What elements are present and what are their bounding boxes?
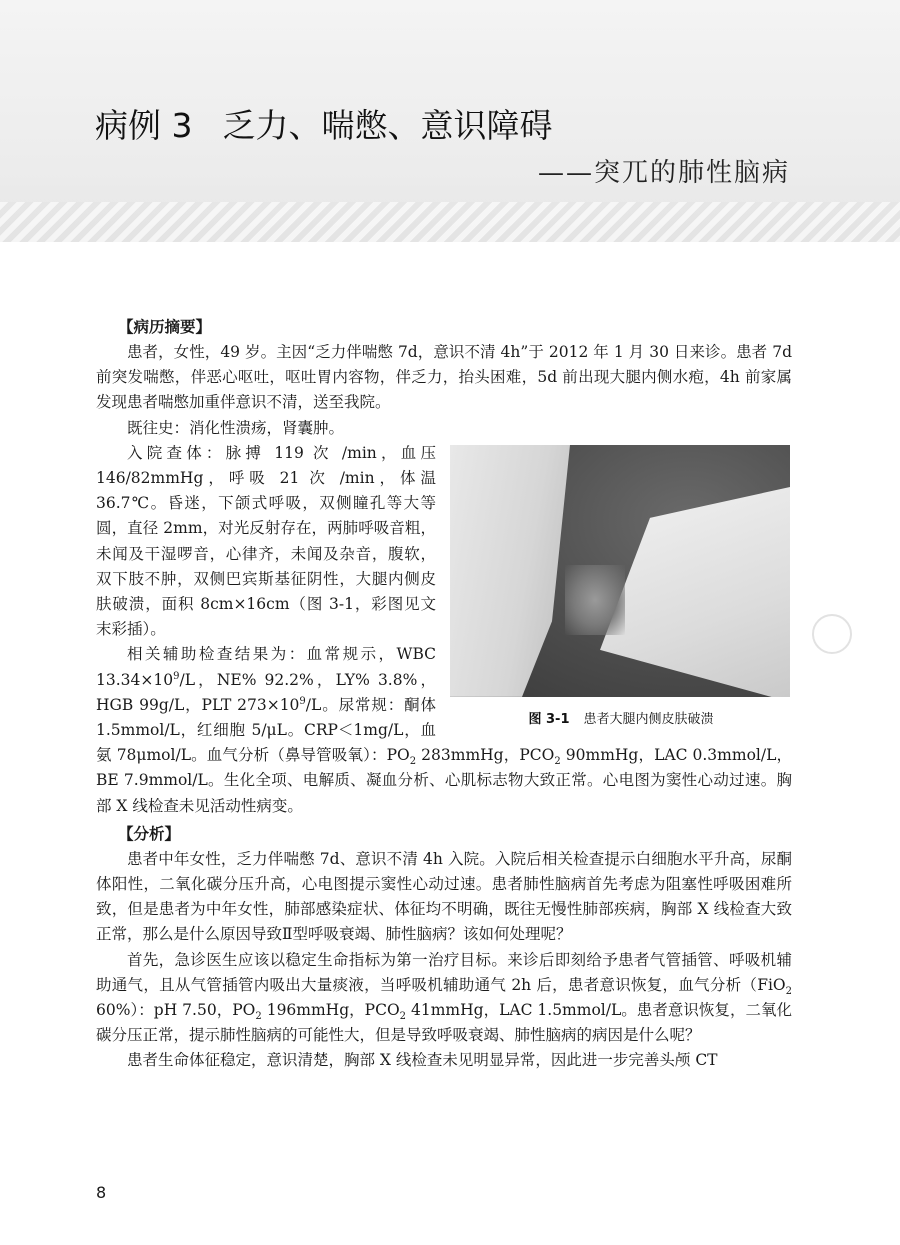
treatment-text: 首先，急诊医生应该以稳定生命指标为第一治疗目标。来诊后即刻给予患者气管插管、呼吸机辅助通气，且从气管插管内吸出大量痰液，当呼吸机辅助通气 2h 后，患者意识恢复，血气分析（FiO: [96, 950, 792, 994]
lab-text: 90mmHg，LAC 0.3mmol/L，BE 7.9mmol/L。生化全项、电解质、凝血分析、心肌标志物大致正常。心电图为窦性心动过速。胸部 X 线检查未见活动性病变。: [96, 746, 793, 815]
article-body: [96, 312, 792, 1074]
photo-pad-area: [600, 485, 790, 697]
figure-caption: [450, 707, 792, 732]
lab-text: /L，NE% 92.2%，LY% 3.8%，HGB 99g/L，PLT 273×10: [96, 670, 436, 714]
chapter-title: [95, 100, 553, 147]
treatment-text: 60%）：pH 7.50，PO: [96, 1001, 256, 1020]
photo-wound-area: [565, 565, 625, 635]
figure-3-1: [450, 445, 792, 732]
section-heading-analysis: 【分析】: [118, 824, 181, 843]
chapter-number: 病例 3: [95, 106, 193, 145]
figure-caption-text: 患者大腿内侧皮肤破溃: [583, 711, 714, 727]
subscript: 2: [554, 756, 561, 768]
paragraph-past-history: 既往史：消化性溃疡，肾囊肿。: [127, 418, 345, 437]
chapter-subtitle: ——突兀的肺性脑病: [537, 158, 790, 188]
page-number: 8: [96, 1183, 107, 1202]
paragraph-followup: 患者生命体征稳定，意识清楚，胸部 X 线检查未见明显异常，因此进一步完善头颅 CT: [127, 1051, 718, 1070]
superscript: 9: [299, 695, 306, 707]
paragraph-chief-complaint: 患者，女性，49 岁。主因“乏力伴喘憋 7d，意识不清 4h”于 2012 年 1 月 30 日来诊。患者 7d 前突发喘憋，伴恶心呕吐，呕吐胃内容物，伴乏力，抬头困难，5d 前出现大腿内侧水疱，4h 前家属发现患者喘憋加重伴意识不清，送至我院。: [96, 343, 792, 412]
subscript: 2: [409, 756, 417, 768]
lab-text: 283mmHg，PCO: [416, 746, 555, 765]
figure-number: 图 3-1: [528, 711, 570, 727]
lab-text: 相关辅助检查结果为：血常规示，WBC 13.34×10: [96, 645, 436, 689]
subscript: 2: [785, 985, 792, 997]
photo-cloth-area: [450, 445, 570, 697]
paragraph-physical-exam: 入院查体：脉搏 119 次 /min，血压 146/82mmHg，呼吸 21 次 /min，体温 36.7℃。昏迷，下颌式呼吸，双侧瞳孔等大等圆，直径 2mm，对光反射存在，两肺呼吸音粗，未闻及干湿啰音，心律齐，未闻及杂音，腹软，双下肢不肿，双侧巴宾斯基征阴性，大腿内侧皮肤破溃，面积 8cm×16cm（图 3-1，彩图见文末彩插）。: [96, 443, 436, 639]
subscript: 2: [399, 1011, 407, 1023]
treatment-text: 196mmHg，PCO: [261, 1001, 400, 1020]
lab-text: /L。尿常规：酮体 1.5mmol/L，红细胞 5/μL。CRP＜1mg/L，血氨 78μmol/L。血气分析（鼻导管吸氧）：PO: [96, 695, 436, 765]
paragraph-analysis: 患者中年女性，乏力伴喘憋 7d、意识不清 4h 入院。入院后相关检查提示白细胞水平升高，尿酮体阳性，二氧化碳分压升高，心电图提示窦性心动过速。患者肺性脑病首先考虑为阻塞性呼吸困难所致，但是患者为中年女性，肺部感染症状、体征均不明确，既往无慢性肺部疾病，胸部 X 线检查大致正常，那么是什么原因导致Ⅱ型呼吸衰竭、肺性脑病？该如何处理呢？: [96, 849, 792, 944]
treatment-text: 41mmHg，LAC 1.5mmol/L。患者意识恢复，二氧化碳分压正常，提示肺性脑病的可能性大，但是导致呼吸衰竭、肺性脑病的病因是什么呢？: [96, 1001, 793, 1045]
subscript: 2: [255, 1011, 262, 1023]
superscript: 9: [173, 670, 180, 682]
decorative-circle-icon: [812, 614, 852, 654]
chapter-title-text: 乏力、喘憋、意识障碍: [222, 106, 553, 145]
paragraph-treatment: [96, 948, 792, 1049]
wound-photo: [450, 445, 790, 697]
section-heading-history: 【病历摘要】: [118, 318, 212, 336]
